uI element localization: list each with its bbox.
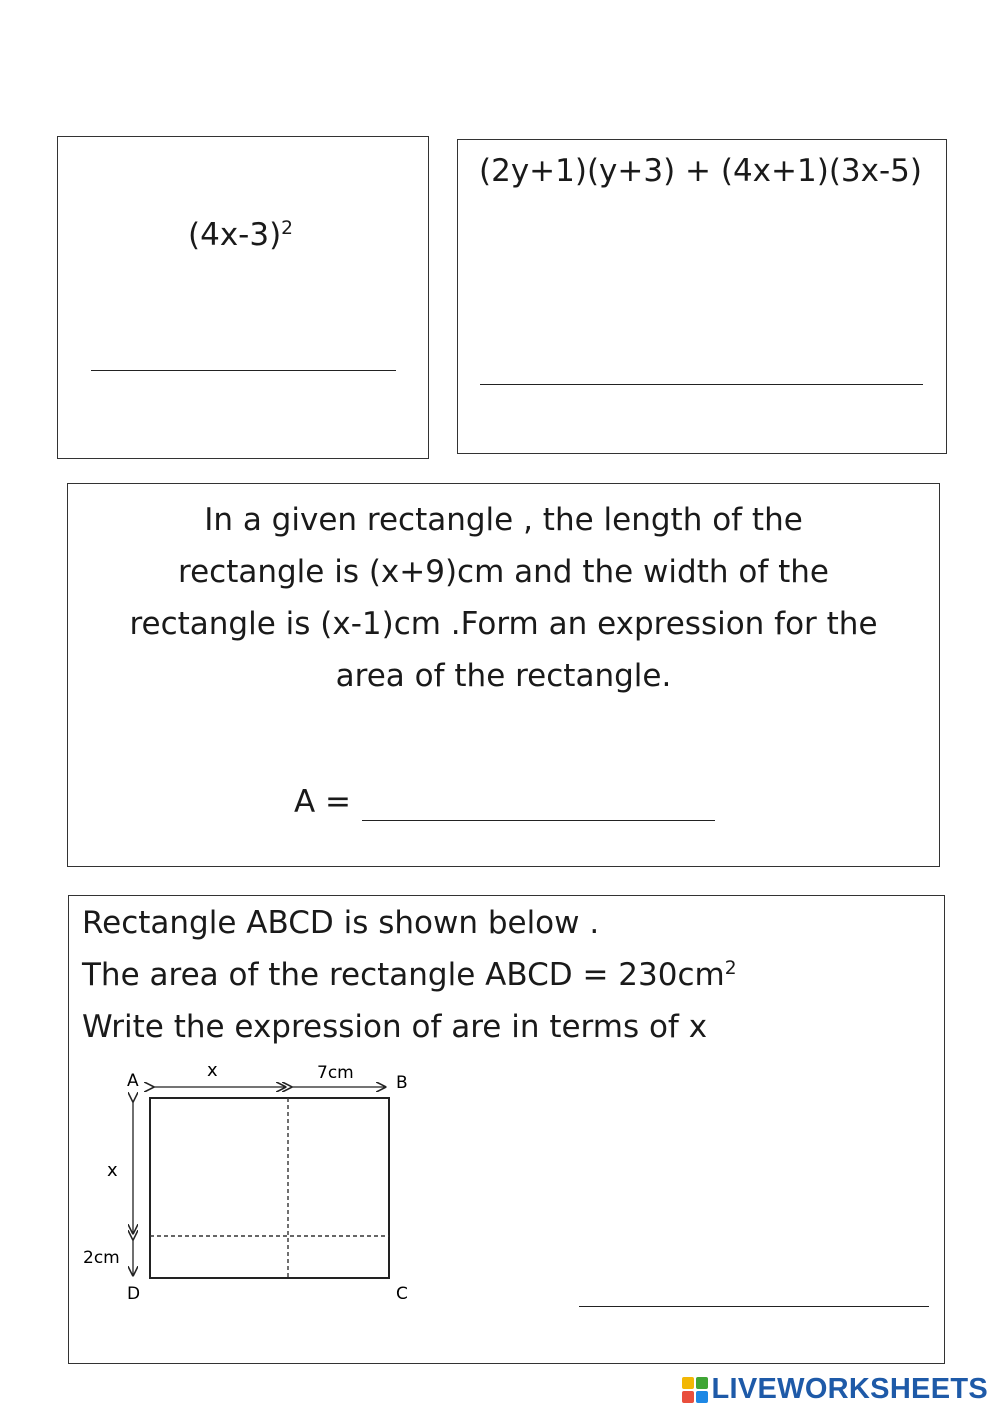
rectangle-abcd-diagram bbox=[69, 896, 946, 1365]
side-upper-dimension-label: x bbox=[107, 1160, 118, 1181]
question-4-answer-line[interactable] bbox=[579, 1306, 929, 1307]
top-left-dimension-label: x bbox=[207, 1060, 218, 1081]
q4-line-3: Write the expression of are in terms of x bbox=[82, 1009, 708, 1045]
side-lower-dimension-label: 2cm bbox=[83, 1248, 120, 1268]
corner-label-c: C bbox=[396, 1284, 408, 1304]
rectangle-outline bbox=[150, 1098, 389, 1278]
question-2-box bbox=[457, 139, 947, 454]
q3-line: area of the rectangle. bbox=[335, 658, 672, 694]
q1-exponent: 2 bbox=[281, 217, 294, 239]
q1-base: (4x-3) bbox=[188, 217, 282, 253]
q3-line: In a given rectangle , the length of the bbox=[204, 502, 803, 538]
question-2-answer-line[interactable] bbox=[480, 384, 923, 385]
corner-label-d: D bbox=[127, 1284, 141, 1304]
top-right-dimension-label: 7cm bbox=[317, 1063, 354, 1083]
question-1-expression bbox=[188, 217, 293, 253]
question-1-box bbox=[57, 136, 429, 459]
area-answer-label: A = bbox=[294, 784, 352, 820]
corner-label-a: A bbox=[127, 1071, 139, 1091]
logo-square bbox=[696, 1377, 708, 1389]
q4-area-exponent: 2 bbox=[724, 957, 737, 979]
q4-line-1: Rectangle ABCD is shown below . bbox=[82, 905, 600, 941]
liveworksheets-logo bbox=[682, 1373, 989, 1406]
brand-name: LIVEWORKSHEETS bbox=[711, 1373, 988, 1405]
logo-square bbox=[682, 1391, 694, 1403]
question-3-answer-line[interactable] bbox=[362, 820, 715, 821]
corner-label-b: B bbox=[396, 1073, 408, 1093]
q3-line: rectangle is (x+9)cm and the width of the bbox=[178, 554, 829, 590]
q3-line: rectangle is (x-1)cm .Form an expression for the bbox=[129, 606, 878, 642]
question-2-expression: (2y+1)(y+3) + (4x+1)(3x-5) bbox=[479, 153, 922, 189]
question-3-box bbox=[67, 483, 940, 867]
question-1-answer-line[interactable] bbox=[91, 370, 396, 371]
q4-area-text: The area of the rectangle ABCD = 230cm bbox=[82, 957, 725, 993]
logo-square bbox=[696, 1391, 708, 1403]
question-4-box bbox=[68, 895, 945, 1364]
logo-square bbox=[682, 1377, 694, 1389]
logo-icon bbox=[682, 1377, 708, 1403]
question-3-text bbox=[78, 494, 929, 702]
